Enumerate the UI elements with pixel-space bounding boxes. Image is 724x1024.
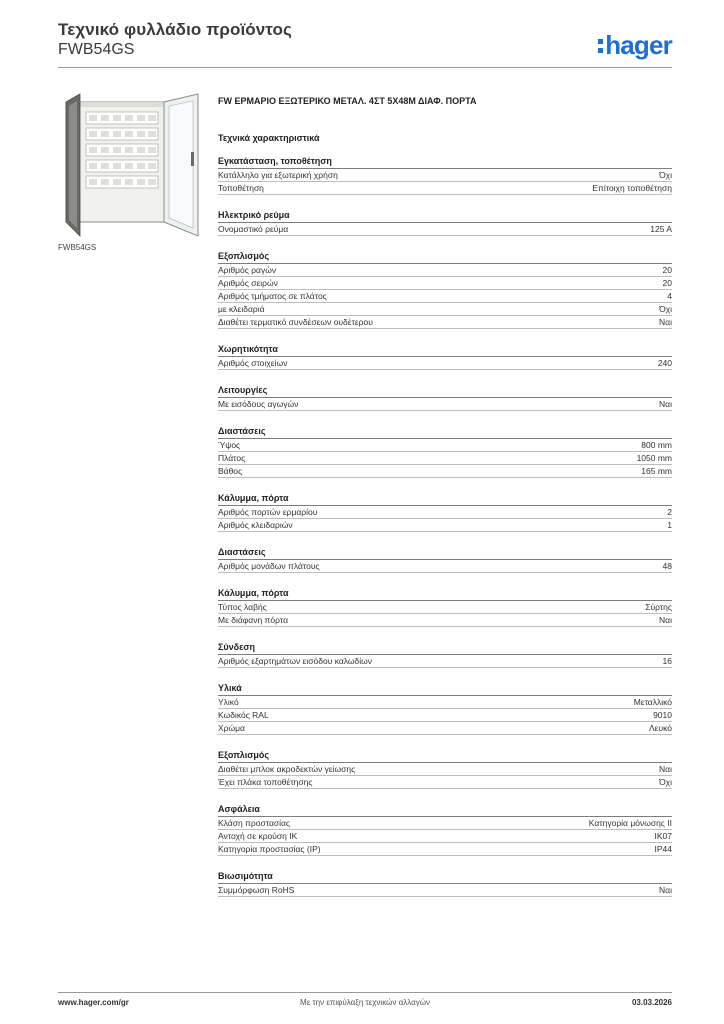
characteristic-value: 1 bbox=[667, 520, 672, 530]
section-title: Εξοπλισμός bbox=[218, 750, 672, 763]
section-title: Χωρητικότητα bbox=[218, 344, 672, 357]
characteristic-value: 240 bbox=[657, 358, 672, 368]
section-title: Εγκατάσταση, τοποθέτηση bbox=[218, 156, 672, 169]
characteristic-label: Κωδικός RAL bbox=[218, 710, 269, 720]
characteristic-row bbox=[218, 357, 672, 370]
characteristic-row bbox=[218, 722, 672, 735]
characteristic-value: Σύρτης bbox=[645, 602, 672, 612]
section-title: Ασφάλεια bbox=[218, 804, 672, 817]
website-link[interactable]: www.hager.com/gr bbox=[58, 998, 129, 1007]
characteristic-value: Ναι bbox=[659, 317, 672, 327]
characteristic-row bbox=[218, 264, 672, 277]
characteristic-label: Βάθος bbox=[218, 466, 243, 476]
characteristics-section bbox=[218, 493, 672, 532]
characteristic-value: 20 bbox=[662, 278, 672, 288]
characteristic-label: Με εισόδους αγωγών bbox=[218, 399, 299, 409]
characteristic-value: 1050 mm bbox=[636, 453, 672, 463]
characteristic-label: Διαθέτει τερματικό συνδέσεων ουδέτερου bbox=[218, 317, 373, 327]
characteristic-label: Κατάλληλο για εξωτερική χρήση bbox=[218, 170, 338, 180]
characteristics-section bbox=[218, 642, 672, 668]
characteristic-row bbox=[218, 223, 672, 236]
product-code: FWB54GS bbox=[58, 41, 135, 58]
characteristic-label: Αριθμός μονάδων πλάτους bbox=[218, 561, 320, 571]
characteristics-section bbox=[218, 804, 672, 856]
section-title: Σύνδεση bbox=[218, 642, 672, 655]
section-title: Εξοπλισμός bbox=[218, 251, 672, 264]
characteristic-label: Αριθμός στοιχείων bbox=[218, 358, 288, 368]
section-title: Διαστάσεις bbox=[218, 547, 672, 560]
document-header bbox=[58, 20, 292, 59]
characteristics-section bbox=[218, 588, 672, 627]
characteristics-section bbox=[218, 683, 672, 735]
section-title: Κάλυμμα, πόρτα bbox=[218, 588, 672, 601]
characteristics-section bbox=[218, 156, 672, 195]
characteristics-section bbox=[218, 426, 672, 478]
characteristic-row bbox=[218, 465, 672, 478]
characteristic-label: Χρώμα bbox=[218, 723, 245, 733]
product-details bbox=[218, 96, 672, 897]
characteristic-label: Ονομαστικό ρεύμα bbox=[218, 224, 289, 234]
characteristic-row bbox=[218, 506, 672, 519]
characteristic-value: 4 bbox=[667, 291, 672, 301]
characteristic-row bbox=[218, 290, 672, 303]
characteristic-label: Αριθμός πορτών ερμαρίου bbox=[218, 507, 318, 517]
characteristic-value: IK07 bbox=[654, 831, 672, 841]
characteristics-section bbox=[218, 385, 672, 411]
logo-dots-icon bbox=[598, 37, 603, 55]
characteristic-value: 165 mm bbox=[641, 466, 672, 476]
characteristic-label: Αριθμός εξαρτημάτων εισόδου καλωδίων bbox=[218, 656, 373, 666]
characteristics-section bbox=[218, 871, 672, 897]
section-title: Λειτουργίες bbox=[218, 385, 672, 398]
product-image bbox=[58, 92, 206, 240]
characteristic-row bbox=[218, 817, 672, 830]
section-title: Ηλεκτρικό ρεύμα bbox=[218, 210, 672, 223]
characteristic-row bbox=[218, 763, 672, 776]
characteristic-row bbox=[218, 884, 672, 897]
section-title: Κάλυμμα, πόρτα bbox=[218, 493, 672, 506]
document-date: 03.03.2026 bbox=[631, 998, 672, 1007]
characteristic-label: Πλάτος bbox=[218, 453, 246, 463]
characteristic-value: 16 bbox=[662, 656, 672, 666]
characteristic-label: Αριθμός ραγών bbox=[218, 265, 277, 275]
characteristic-value: IP44 bbox=[654, 844, 672, 854]
section-title: Βιωσιμότητα bbox=[218, 871, 672, 884]
characteristic-value: Ναι bbox=[659, 764, 672, 774]
characteristic-label: Αντοχή σε κρούση IK bbox=[218, 831, 298, 841]
characteristic-value: 9010 bbox=[653, 710, 672, 720]
characteristic-label: Τύπος λαβής bbox=[218, 602, 267, 612]
document-title: Τεχνικό φυλλάδιο προϊόντος bbox=[58, 20, 292, 39]
characteristic-value: 20 bbox=[662, 265, 672, 275]
characteristic-row bbox=[218, 439, 672, 452]
technical-characteristics-title: Τεχνικά χαρακτηριστικά bbox=[218, 133, 320, 143]
section-title: Υλικά bbox=[218, 683, 672, 696]
characteristic-row bbox=[218, 601, 672, 614]
characteristics-section bbox=[218, 750, 672, 789]
characteristic-label: Με διάφανη πόρτα bbox=[218, 615, 288, 625]
characteristic-row bbox=[218, 303, 672, 316]
characteristic-label: Έχει πλάκα τοποθέτησης bbox=[218, 777, 313, 787]
characteristic-row bbox=[218, 398, 672, 411]
characteristic-row bbox=[218, 182, 672, 195]
characteristic-row bbox=[218, 277, 672, 290]
characteristic-row bbox=[218, 452, 672, 465]
characteristic-label: Ύψος bbox=[218, 440, 241, 450]
characteristics-sections bbox=[218, 156, 672, 897]
characteristic-row bbox=[218, 560, 672, 573]
characteristic-row bbox=[218, 843, 672, 856]
logo-text: hager bbox=[605, 30, 672, 60]
characteristic-value: 48 bbox=[662, 561, 672, 571]
characteristic-label: Τοποθέτηση bbox=[218, 183, 264, 193]
product-image-caption: FWB54GS bbox=[58, 243, 97, 252]
characteristic-value: Όχι bbox=[659, 304, 672, 314]
footer-divider bbox=[58, 992, 672, 993]
characteristic-row bbox=[218, 614, 672, 627]
characteristic-row bbox=[218, 709, 672, 722]
characteristic-value: 125 A bbox=[650, 224, 672, 234]
characteristics-section bbox=[218, 547, 672, 573]
header-divider bbox=[58, 67, 672, 68]
characteristic-row bbox=[218, 316, 672, 329]
characteristic-row bbox=[218, 655, 672, 668]
characteristic-value: Μεταλλικό bbox=[633, 697, 672, 707]
characteristic-value: Κατηγορία μόνωσης II bbox=[588, 818, 672, 828]
characteristics-section bbox=[218, 210, 672, 236]
characteristic-label: Κλάση προστασίας bbox=[218, 818, 291, 828]
characteristic-label: Κατηγορία προστασίας (IP) bbox=[218, 844, 321, 854]
characteristic-label: Αριθμός σειρών bbox=[218, 278, 278, 288]
characteristic-row bbox=[218, 519, 672, 532]
characteristic-row bbox=[218, 830, 672, 843]
characteristic-label: Συμμόρφωση RoHS bbox=[218, 885, 295, 895]
footer-notice: Με την επιφύλαξη τεχνικών αλλαγών bbox=[300, 998, 430, 1007]
characteristic-label: Διαθέτει μπλοκ ακροδεκτών γείωσης bbox=[218, 764, 356, 774]
section-title: Διαστάσεις bbox=[218, 426, 672, 439]
characteristics-section bbox=[218, 344, 672, 370]
characteristic-value: Ναι bbox=[659, 399, 672, 409]
characteristic-value: Όχι bbox=[659, 170, 672, 180]
characteristic-row bbox=[218, 696, 672, 709]
characteristic-value: 2 bbox=[667, 507, 672, 517]
characteristic-row bbox=[218, 169, 672, 182]
characteristic-row bbox=[218, 776, 672, 789]
characteristic-value: Επίτοιχη τοποθέτηση bbox=[592, 183, 672, 193]
characteristics-section bbox=[218, 251, 672, 329]
characteristic-value: 800 mm bbox=[641, 440, 672, 450]
characteristic-value: Ναι bbox=[659, 615, 672, 625]
characteristic-label: Αριθμός τμήματος σε πλάτος bbox=[218, 291, 327, 301]
characteristic-value: Όχι bbox=[659, 777, 672, 787]
product-name: FW ΕΡΜΑΡΙΟ ΕΞΩΤΕΡΙΚΟ ΜΕΤΑΛ. 4ΣΤ 5Χ48Μ ΔΙΑΦ. ΠΟΡΤΑ bbox=[218, 96, 477, 106]
hager-logo bbox=[598, 30, 672, 61]
characteristic-value: Λευκό bbox=[649, 723, 672, 733]
characteristic-label: Υλικό bbox=[218, 697, 239, 707]
characteristic-label: με κλειδαριά bbox=[218, 304, 265, 314]
characteristic-value: Ναι bbox=[659, 885, 672, 895]
characteristic-label: Αριθμός κλειδαριών bbox=[218, 520, 293, 530]
